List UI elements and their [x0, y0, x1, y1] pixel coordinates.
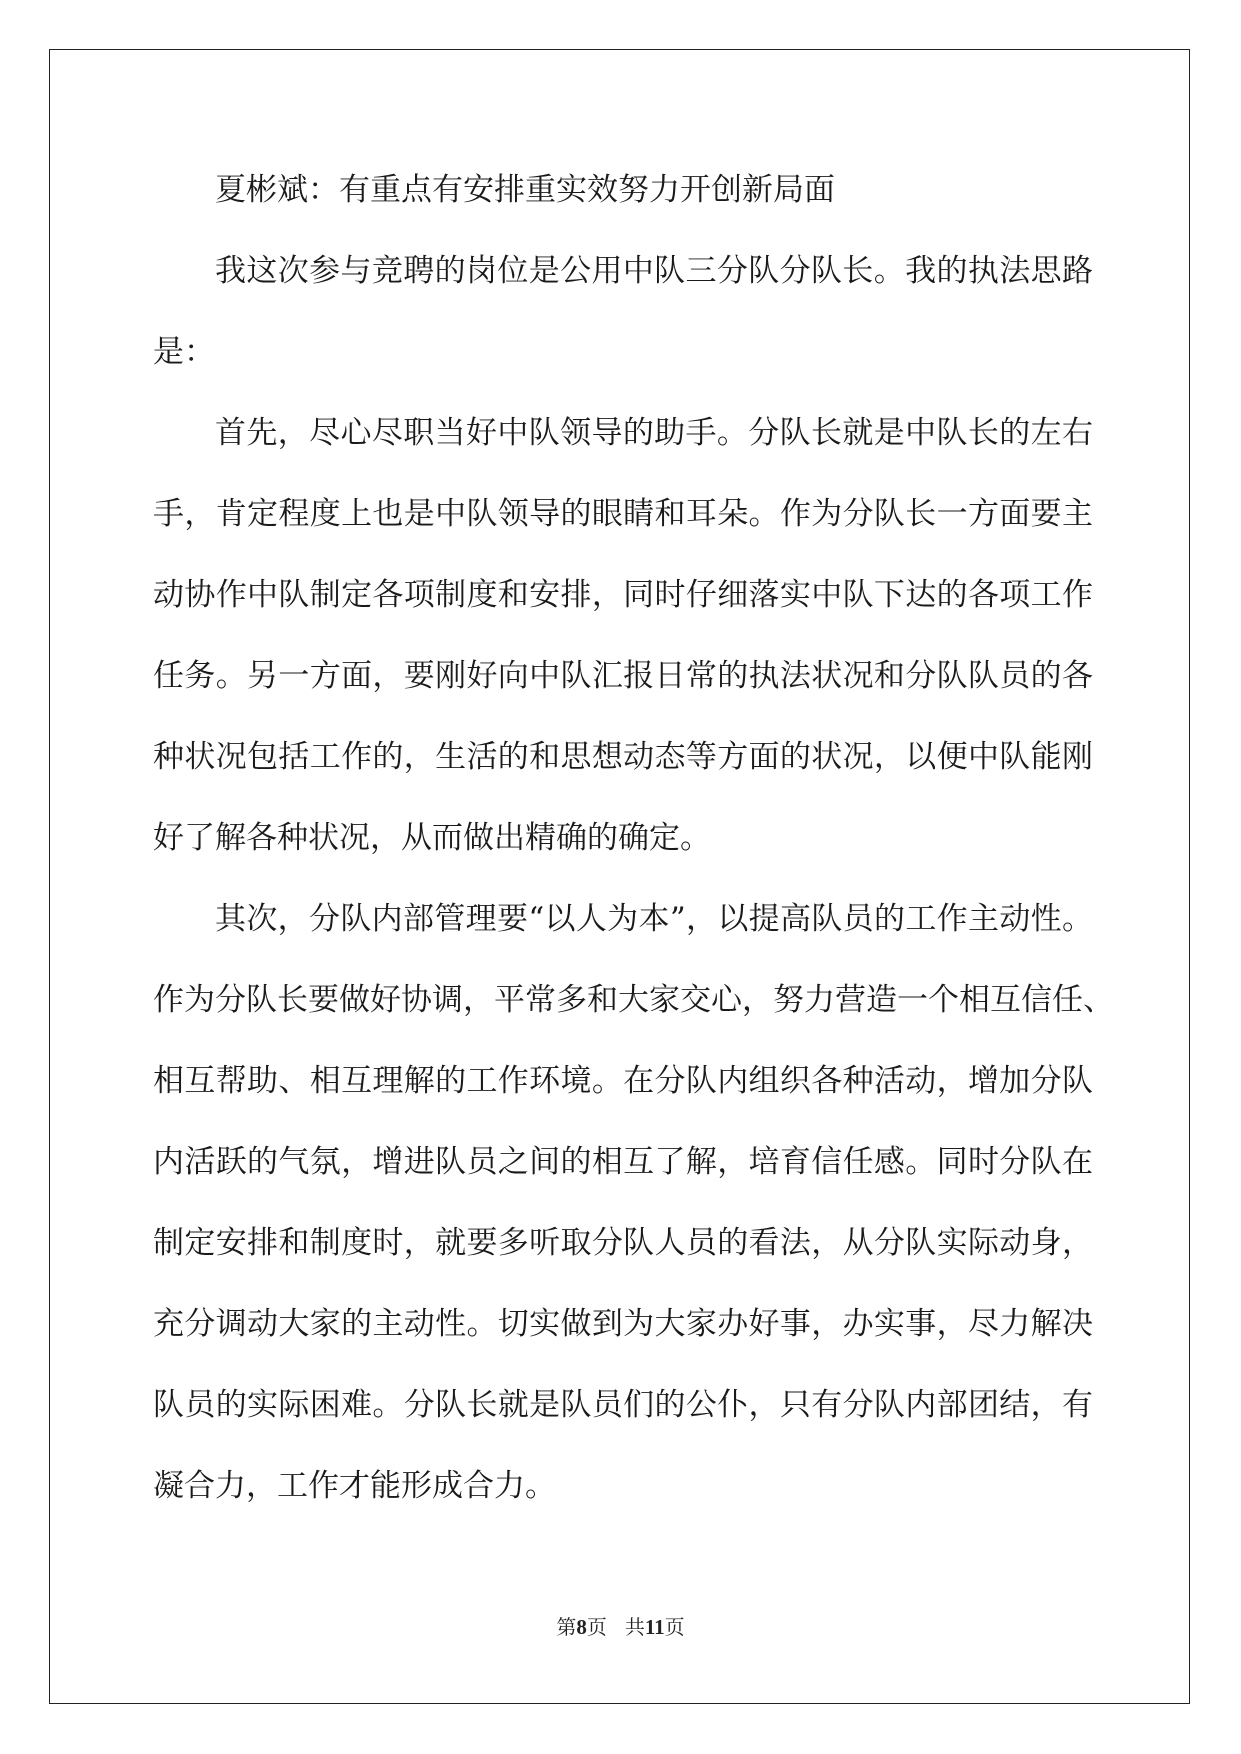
paragraph-line: 其次，分队内部管理要“以人为本”，以提高队员的工作主动性。 [215, 901, 1093, 937]
paragraph-line: 动协作中队制定各项制度和安排，同时仔细落实中队下达的各项工作 [153, 577, 1093, 613]
paragraph-line: 作为分队长要做好协调，平常多和大家交心，努力营造一个相互信任、 [153, 982, 1114, 1018]
paragraph-line: 充分调动大家的主动性。切实做到为大家办好事，办实事，尽力解决 [153, 1306, 1093, 1342]
paragraph-line: 任务。另一方面，要刚好向中队汇报日常的执法状况和分队队员的各 [153, 658, 1093, 694]
footer-page-number: 8 [576, 1615, 587, 1639]
paragraph-line: 相互帮助、相互理解的工作环境。在分队内组织各种活动，增加分队 [153, 1063, 1093, 1099]
paragraph-line: 队员的实际困难。分队长就是队员们的公仆，只有分队内部团结，有 [153, 1387, 1093, 1423]
paragraph-line: 内活跃的气氛，增进队员之间的相互了解，培育信任感。同时分队在 [153, 1144, 1093, 1180]
paragraph-line: 首先，尽心尽职当好中队领导的助手。分队长就是中队长的左右 [215, 415, 1093, 451]
paragraph-line: 凝合力，工作才能形成合力。 [153, 1468, 556, 1504]
footer-total-prefix: 共 [624, 1615, 645, 1639]
paragraph-line: 手，肯定程度上也是中队领导的眼睛和耳朵。作为分队长一方面要主 [153, 496, 1093, 532]
paragraph-line: 我这次参与竞聘的岗位是公用中队三分队分队长。我的执法思路 [215, 253, 1093, 289]
footer-page-suffix: 页 [586, 1615, 607, 1639]
footer-total-pages: 11 [644, 1615, 665, 1639]
paragraph-line: 种状况包括工作的，生活的和思想动态等方面的状况，以便中队能刚 [153, 739, 1093, 775]
document-title-line: 夏彬斌：有重点有安排重实效努力开创新局面 [215, 172, 835, 208]
paragraph-line: 是： [153, 334, 215, 370]
paragraph-line: 好了解各种状况，从而做出精确的确定。 [153, 820, 711, 856]
page-footer [0, 1613, 1241, 1641]
page-border [49, 49, 1190, 1704]
paragraph-line: 制定安排和制度时，就要多听取分队人员的看法，从分队实际动身， [153, 1225, 1093, 1261]
footer-prefix: 第 [556, 1615, 577, 1639]
footer-total-suffix: 页 [664, 1615, 685, 1639]
